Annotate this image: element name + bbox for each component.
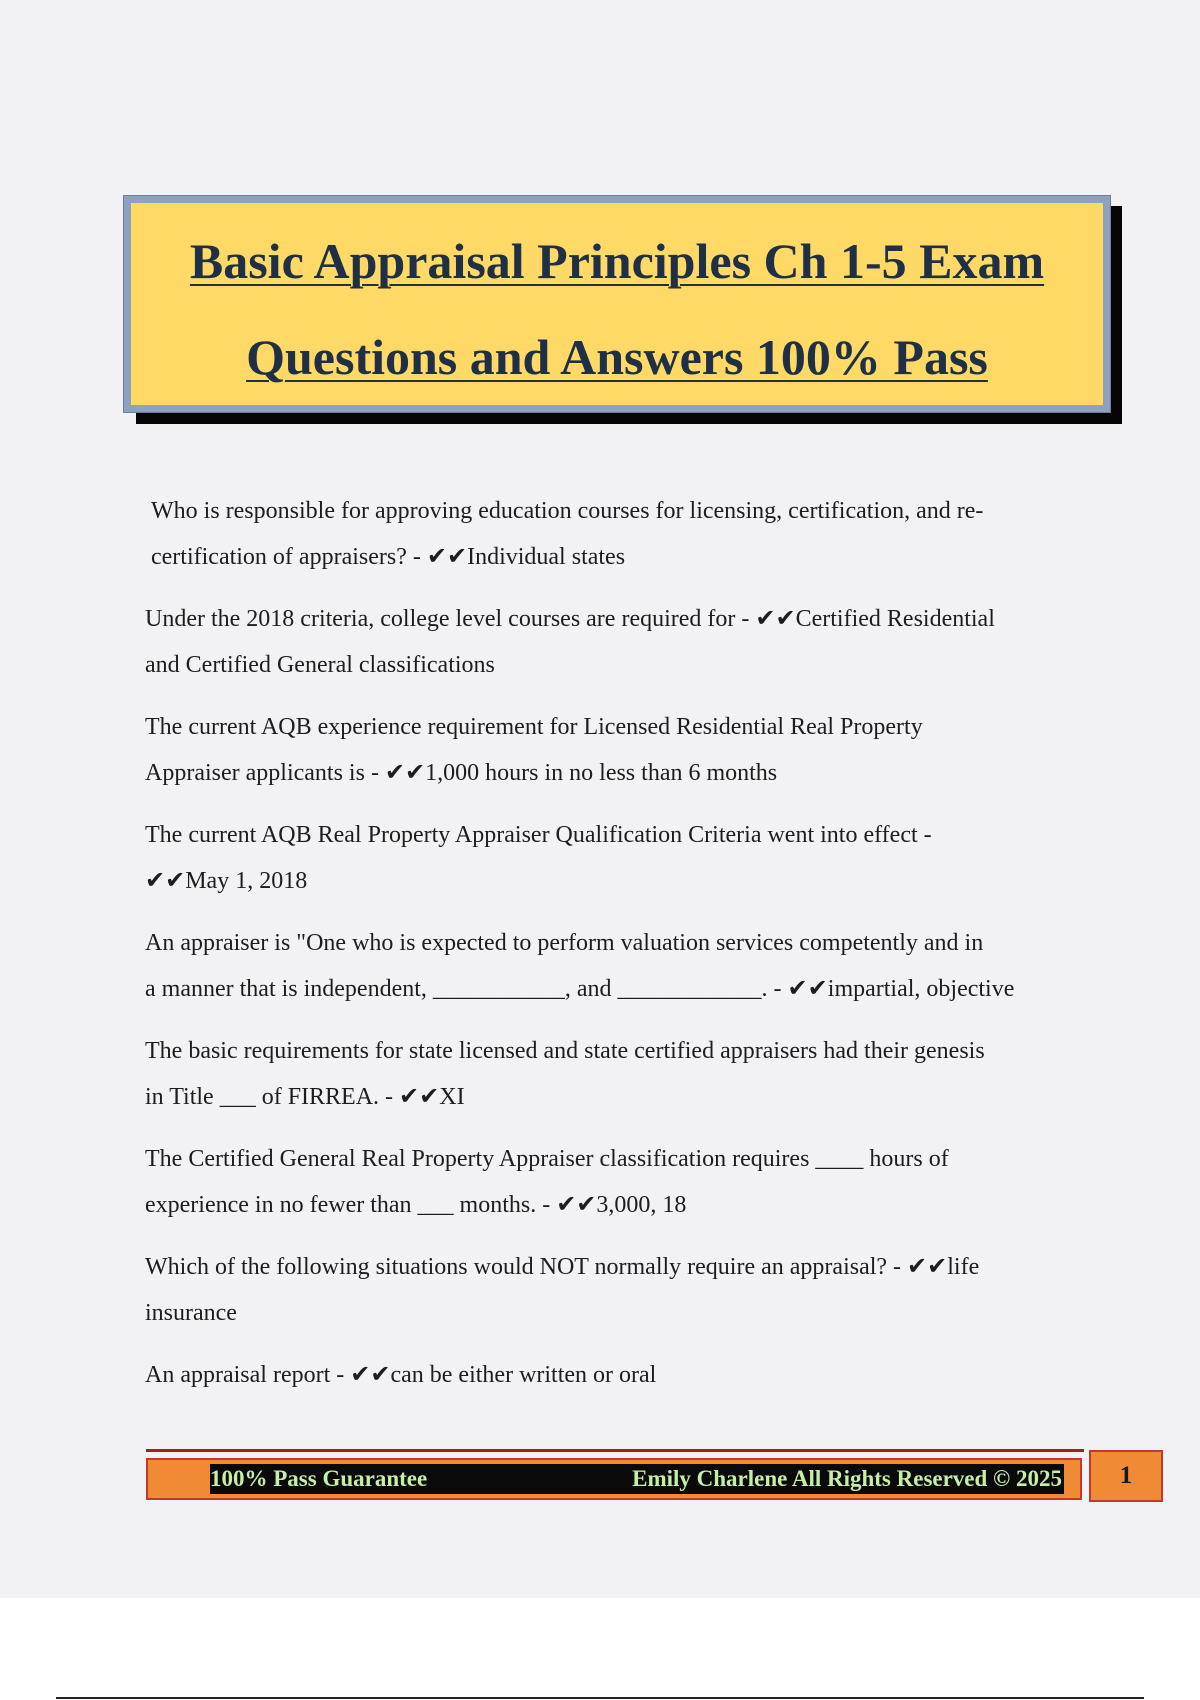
qa-line: The current AQB experience requirement for Licensed Residential Real Property [145,714,923,740]
qa-line: ✔✔May 1, 2018 [145,868,308,894]
qa-line: The basic requirements for state licensed and state certified appraisers had their genesis [145,1038,985,1064]
qa-line: a manner that is independent, ___________, and ____________. - ✔✔impartial, objective [145,976,1015,1002]
qa-line: An appraiser is "One who is expected to perform valuation services competently and in [145,930,984,956]
qa-line: experience in no fewer than ___ months. - ✔✔3,000, 18 [145,1192,687,1218]
qa-list [145,488,1095,1414]
title-box [124,196,1110,412]
footer-banner [210,1464,1064,1494]
qa-item [145,1352,1095,1398]
document-title-line-1: Basic Appraisal Principles Ch 1-5 Exam [189,233,1045,289]
qa-line: insurance [145,1300,237,1326]
qa-item [145,596,1095,688]
qa-item [145,704,1095,796]
qa-line: The current AQB Real Property Appraiser Qualification Criteria went into effect - [145,822,932,848]
footer-guarantee-text: 100% Pass Guarantee [210,1466,428,1491]
footer-copyright-text: Emily Charlene All Rights Reserved © 2025 [632,1466,1062,1491]
page-number: 1 [1089,1450,1163,1502]
qa-line: certification of appraisers? - ✔✔Individual states [151,544,626,570]
footer-bar [146,1458,1082,1500]
footer-divider [146,1449,1084,1452]
qa-line: The Certified General Real Property Appraiser classification requires ____ hours of [145,1146,949,1172]
qa-item [145,1244,1095,1336]
qa-line: Which of the following situations would NOT normally require an appraisal? - ✔✔life [145,1254,980,1280]
qa-line: Under the 2018 criteria, college level courses are required for - ✔✔Certified Residential [145,606,995,632]
qa-line: in Title ___ of FIRREA. - ✔✔XI [145,1084,465,1110]
document-title-line-2: Questions and Answers 100% Pass [246,329,988,385]
qa-item [145,920,1095,1012]
qa-item [145,1136,1095,1228]
qa-line: Who is responsible for approving education courses for licensing, certification, and re- [151,498,984,524]
qa-line: Appraiser applicants is - ✔✔1,000 hours in no less than 6 months [145,760,778,786]
qa-item [145,1028,1095,1120]
qa-item [145,812,1095,904]
qa-line: and Certified General classifications [145,652,495,678]
bottom-rule [56,1697,1144,1699]
qa-line: An appraisal report - ✔✔can be either written or oral [145,1362,657,1388]
qa-item [145,488,1095,580]
